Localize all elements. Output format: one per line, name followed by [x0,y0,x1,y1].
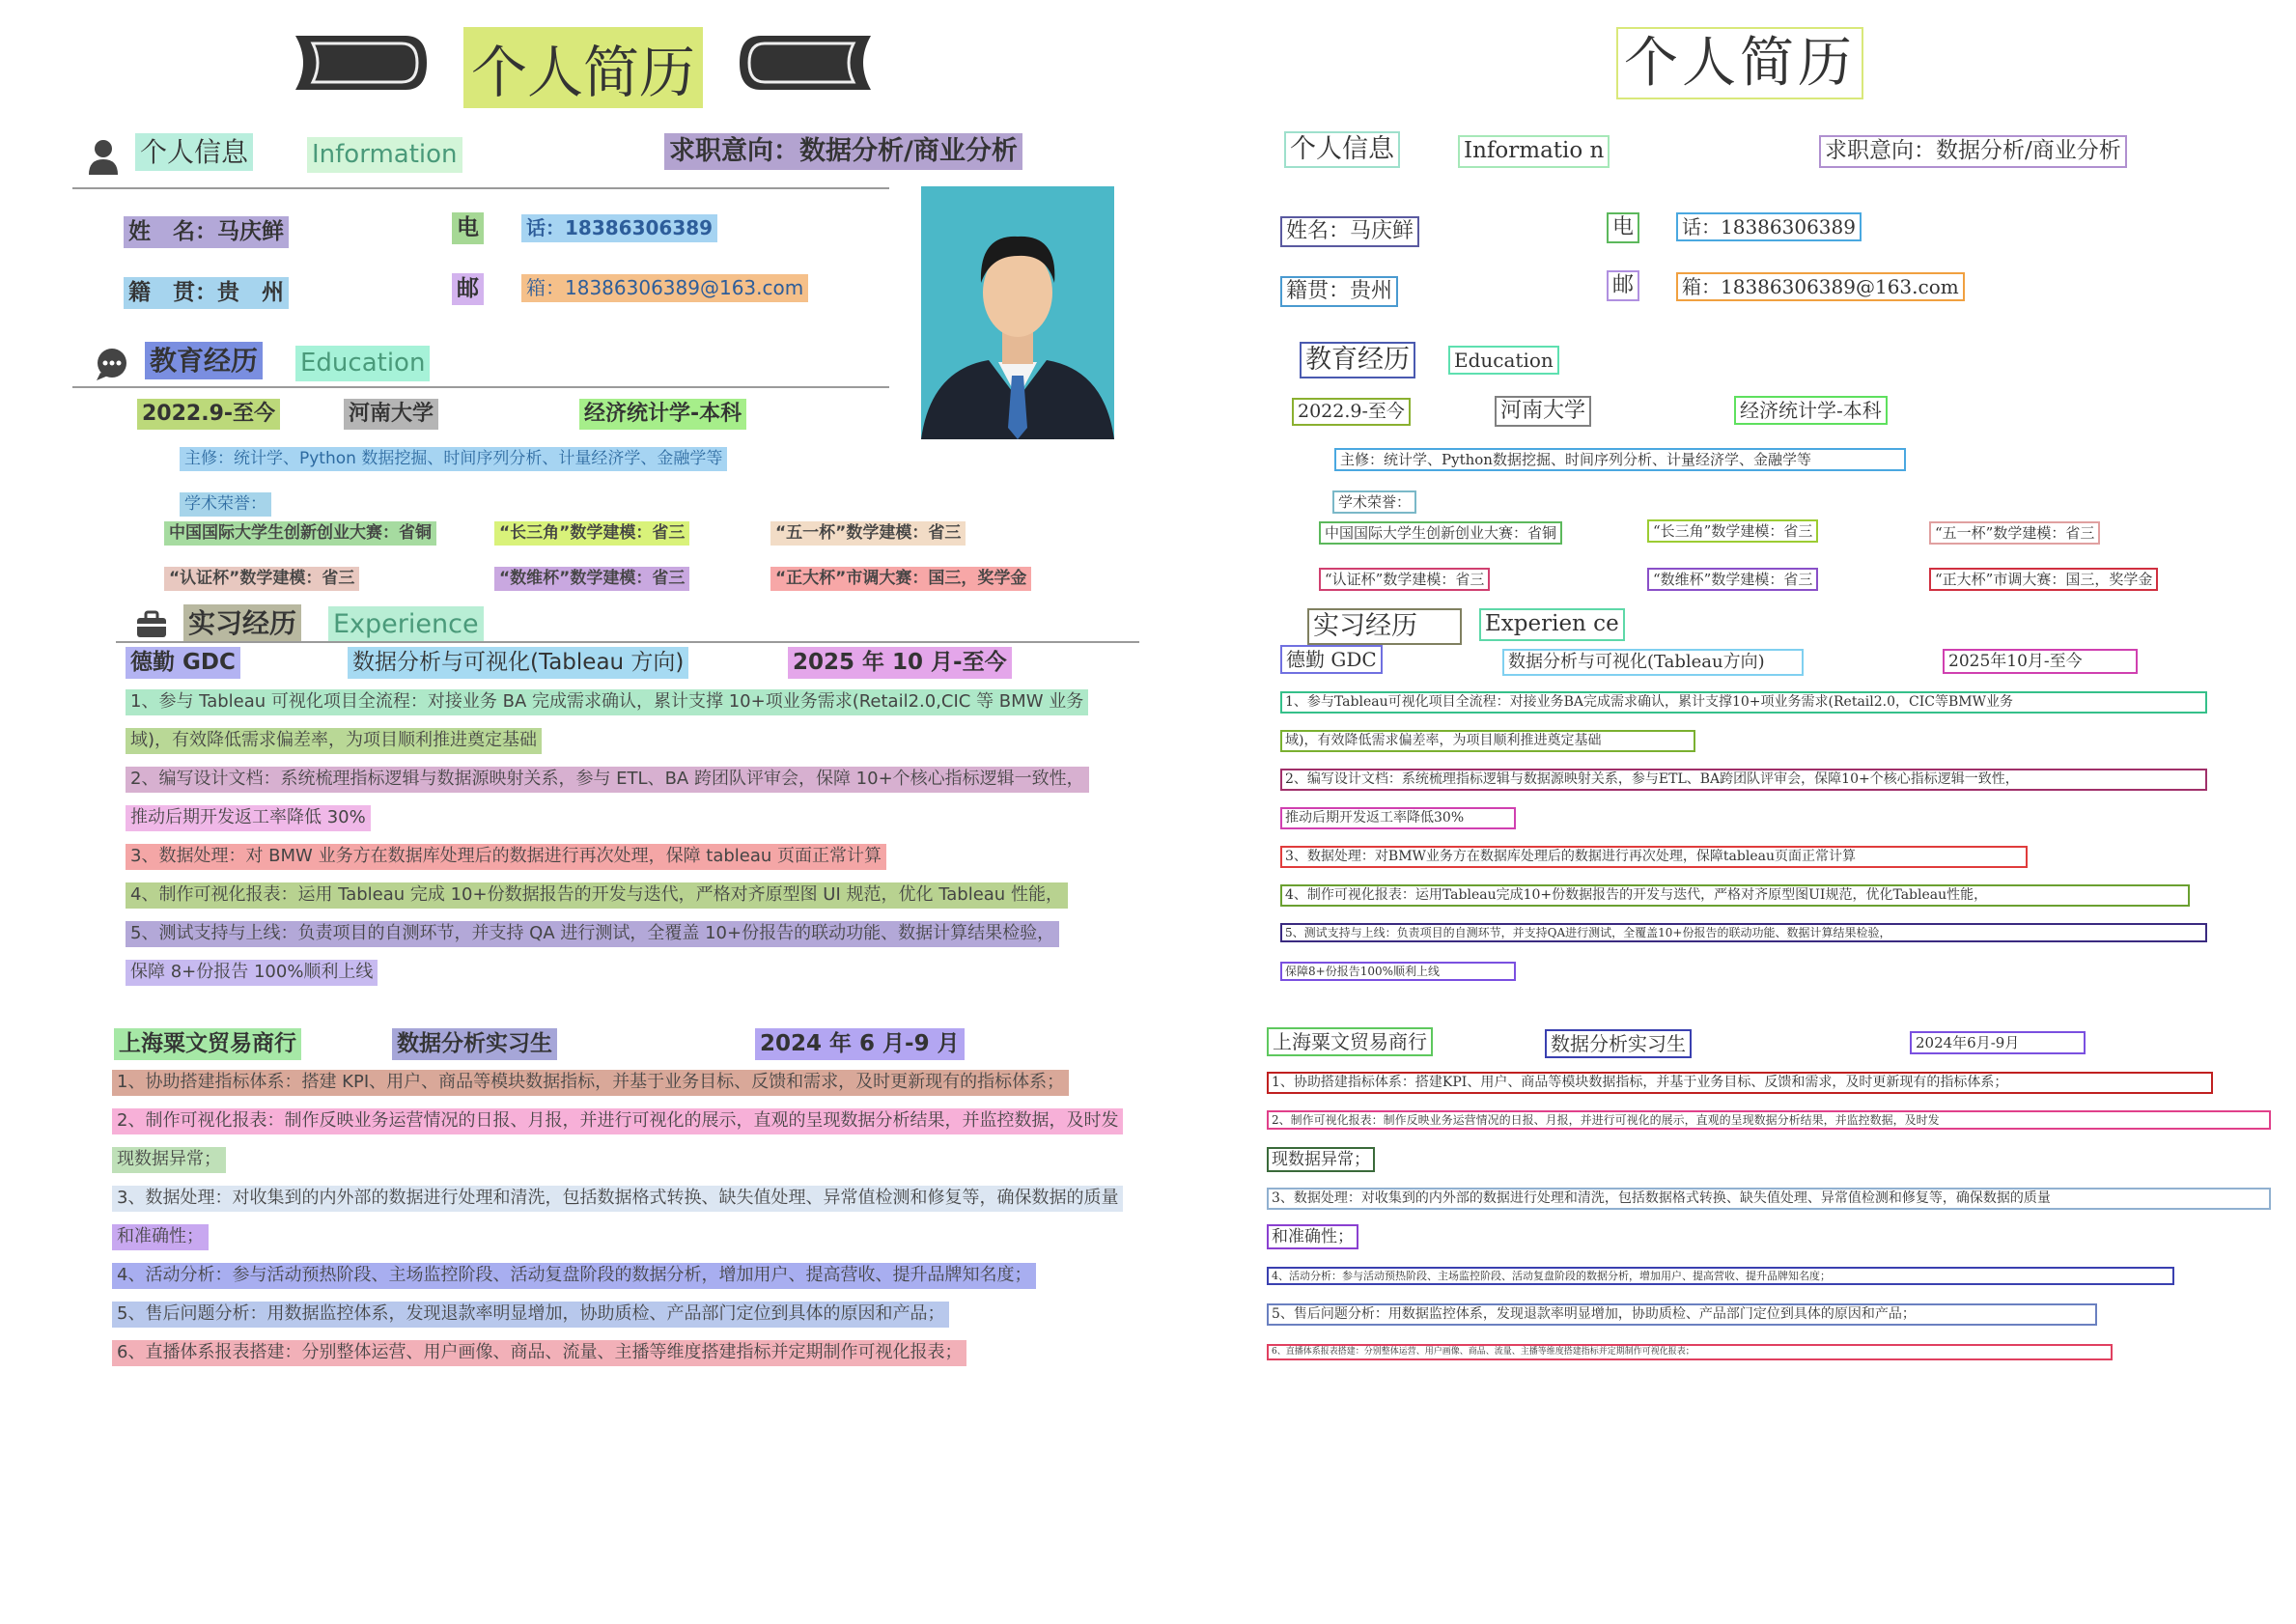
job-company: 上海粟文贸易商行 [114,1028,301,1060]
mail-char: 邮 [452,273,484,305]
job-item-boxed: 2、编写设计文档：系统梳理指标逻辑与数据源映射关系，参与ETL、BA跨团队评审会，保障10+个核心指标逻辑一致性， [1280,769,2207,791]
job-item: 推动后期开发返工率降低 30% [126,805,371,831]
chat-icon [95,348,129,380]
section-info-title-en-boxed: Informatio n [1458,135,1610,168]
job-item-boxed: 3、数据处理：对收集到的内外部的数据进行处理和清洗，包括数据格式转换、缺失值处理、异常值检测和修复等，确保数据的质量 [1267,1188,2271,1210]
award-item: “五一杯”数学建模：省三 [770,521,966,546]
job-item: 和准确性； [112,1224,209,1250]
job-item-boxed: 域)，有效降低需求偏差率，为项目顺利推进奠定基础 [1280,730,1695,752]
award-item: 中国国际大学生创新创业大赛：省铜 [164,521,436,546]
job-item: 2、编写设计文档：系统梳理指标逻辑与数据源映射关系，参与 ETL、BA 跨团队评审会，保障 10+个核心指标逻辑一致性， [126,767,1089,793]
job-period-boxed: 2025年10月-至今 [1943,649,2138,674]
job-item-boxed: 1、协助搭建指标体系：搭建KPI、用户、商品等模块数据指标，并基于业务目标、反馈和需求，及时更新现有的指标体系； [1267,1072,2213,1094]
award-item: “长三角”数学建模：省三 [494,521,689,546]
job-item: 1、参与 Tableau 可视化项目全流程：对接业务 BA 完成需求确认，累计支撑 10+项业务需求(Retail2.0,CIC 等 BMW 业务 [126,689,1088,715]
edu-courses-boxed: 主修：统计学、Python数据挖掘、时间序列分析、计量经济学、金融学等 [1334,448,1906,471]
tag-right-icon [736,32,877,94]
edu-courses: 主修：统计学、Python 数据挖掘、时间序列分析、计量经济学、金融学等 [180,447,727,471]
award-item-boxed: 中国国际大学生创新创业大赛：省铜 [1319,521,1562,545]
mail-field: 箱：18386306389@163.com [521,274,808,302]
job-item: 6、直播体系报表搭建：分别整体运营、用户画像、商品、流量、主播等维度搭建指标并定期制作可视化报表； [112,1340,966,1366]
job-period: 2024 年 6 月-9 月 [755,1028,965,1060]
award-item-boxed: “五一杯”数学建模：省三 [1929,521,2100,545]
name-field-boxed: 姓名：马庆鲜 [1280,216,1419,247]
section-experience-title-en: Experience [328,606,484,643]
job-company: 德勤 GDC [126,647,240,679]
origin-field: 籍 贯：贵 州 [124,277,289,309]
edu-school: 河南大学 [344,399,438,430]
section-divider [72,386,889,388]
section-education-title-en-boxed: Education [1448,346,1559,375]
job-item-boxed: 1、参与Tableau可视化项目全流程：对接业务BA完成需求确认，累计支撑10+项业务需求(Retail2.0，CIC等BMW业务 [1280,691,2207,714]
job-period: 2025 年 10 月-至今 [788,647,1012,679]
edu-school-boxed: 河南大学 [1495,396,1591,427]
job-item-boxed: 2、制作可视化报表：制作反映业务运营情况的日报、月报，并进行可视化的展示，直观的呈现数据分析结果，并监控数据，及时发 [1267,1110,2271,1130]
job-item: 1、协助搭建指标体系：搭建 KPI、用户、商品等模块数据指标，并基于业务目标、反馈和需求，及时更新现有的指标体系； [112,1070,1069,1096]
job-item: 保障 8+份报告 100%顺利上线 [126,960,378,986]
tel-char-boxed: 电 [1607,212,1639,243]
award-item-boxed: “正大杯”市调大赛：国三，奖学金 [1929,568,2158,591]
profile-photo [921,186,1114,439]
job-role: 数据分析实习生 [392,1028,557,1060]
job-item: 2、制作可视化报表：制作反映业务运营情况的日报、月报，并进行可视化的展示，直观的呈现数据分析结果，并监控数据，及时发 [112,1108,1123,1134]
section-experience-title-en-boxed: Experien ce [1479,608,1625,641]
job-item-boxed: 6、直播体系报表搭建：分别整体运营、用户画像、商品、流量、主播等维度搭建指标并定期制作可视化报表； [1267,1344,2113,1360]
job-role-boxed: 数据分析实习生 [1545,1029,1692,1058]
job-item-boxed: 4、活动分析：参与活动预热阶段、主场监控阶段、活动复盘阶段的数据分析，增加用户、提高营收、提升品牌知名度； [1267,1267,2174,1285]
section-education-title-boxed: 教育经历 [1300,342,1415,378]
edu-period-boxed: 2022.9-至今 [1292,398,1411,426]
origin-field-boxed: 籍贯：贵州 [1280,276,1398,307]
job-item-boxed: 5、售后问题分析：用数据监控体系，发现退款率明显增加，协助质检、产品部门定位到具体的原因和产品； [1267,1303,2097,1326]
job-item: 3、数据处理：对 BMW 业务方在数据库处理后的数据进行再次处理，保障 tableau 页面正常计算 [126,844,886,870]
section-info-title-en: Information [307,137,462,173]
job-role-boxed: 数据分析与可视化(Tableau方向) [1502,649,1804,676]
page-title: 个人简历 [463,27,703,108]
edu-major-boxed: 经济统计学-本科 [1734,396,1888,425]
job-item-boxed: 4、制作可视化报表：运用Tableau完成10+份数据报告的开发与迭代，严格对齐原型图UI规范，优化Tableau性能， [1280,884,2190,907]
job-objective-boxed: 求职意向：数据分析/商业分析 [1819,135,2127,168]
mail-field-boxed: 箱：18386306389@163.com [1676,272,1965,301]
edu-honors-label-boxed: 学术荣誉： [1332,490,1416,514]
tel-char: 电 [452,212,484,244]
award-item: “认证杯”数学建模：省三 [164,567,359,591]
job-item: 5、售后问题分析：用数据监控体系，发现退款率明显增加，协助质检、产品部门定位到具体的原因和产品； [112,1302,949,1328]
job-item-boxed: 和准确性； [1267,1224,1358,1249]
job-item: 3、数据处理：对收集到的内外部的数据进行处理和清洗，包括数据格式转换、缺失值处理、异常值检测和修复等，确保数据的质量 [112,1186,1123,1212]
job-item-boxed: 保障8+份报告100%顺利上线 [1280,962,1516,981]
tel-field: 话：18386306389 [521,214,717,242]
award-item-boxed: “长三角”数学建模：省三 [1647,519,1818,543]
mail-char-boxed: 邮 [1607,270,1639,301]
award-item: “数维杯”数学建模：省三 [494,567,689,591]
name-field: 姓 名：马庆鲜 [124,216,289,248]
job-item: 现数据异常； [112,1147,226,1173]
job-item: 4、制作可视化报表：运用 Tableau 完成 10+份数据报告的开发与迭代，严格对齐原型图 UI 规范，优化 Tableau 性能， [126,882,1068,909]
briefcase-icon [135,610,168,639]
job-item-boxed: 现数据异常； [1267,1147,1375,1172]
job-item-boxed: 5、测试支持与上线：负责项目的自测环节，并支持QA进行测试，全覆盖10+份报告的联动功能、数据计算结果检验， [1280,923,2207,942]
award-item-boxed: “认证杯”数学建模：省三 [1319,568,1490,591]
job-period-boxed: 2024年6月-9月 [1910,1031,2086,1054]
section-info-title: 个人信息 [135,133,253,171]
section-experience-title-boxed: 实习经历 [1307,608,1462,645]
award-item: “正大杯”市调大赛：国三，奖学金 [770,567,1031,591]
section-divider [72,187,889,189]
tel-field-boxed: 话：18386306389 [1676,212,1862,241]
job-objective: 求职意向：数据分析/商业分析 [664,133,1022,170]
section-divider [116,641,1139,643]
section-education-title: 教育经历 [145,342,263,379]
edu-honors-label: 学术荣誉： [180,492,271,517]
person-icon [87,138,120,175]
job-company-boxed: 德勤 GDC [1280,645,1383,674]
job-item-boxed: 推动后期开发返工率降低30% [1280,807,1516,829]
section-info-title-boxed: 个人信息 [1284,131,1400,168]
job-item: 5、测试支持与上线：负责项目的自测环节，并支持 QA 进行测试，全覆盖 10+份报告的联动功能、数据计算结果检验， [126,921,1059,947]
edu-major: 经济统计学-本科 [579,399,746,430]
job-company-boxed: 上海粟文贸易商行 [1267,1027,1433,1056]
page-title-boxed: 个人简历 [1616,27,1863,99]
tag-left-icon [290,32,431,94]
avatar [921,186,1114,439]
award-item-boxed: “数维杯”数学建模：省三 [1647,568,1818,591]
job-item: 域)，有效降低需求偏差率，为项目顺利推进奠定基础 [126,728,542,754]
section-experience-title: 实习经历 [183,604,301,642]
edu-period: 2022.9-至今 [137,399,280,430]
job-role: 数据分析与可视化(Tableau 方向) [348,647,688,679]
section-education-title-en: Education [295,346,430,381]
job-item: 4、活动分析：参与活动预热阶段、主场监控阶段、活动复盘阶段的数据分析，增加用户、提高营收、提升品牌知名度； [112,1263,1036,1289]
job-item-boxed: 3、数据处理：对BMW业务方在数据库处理后的数据进行再次处理，保障tableau页面正常计算 [1280,846,2028,868]
